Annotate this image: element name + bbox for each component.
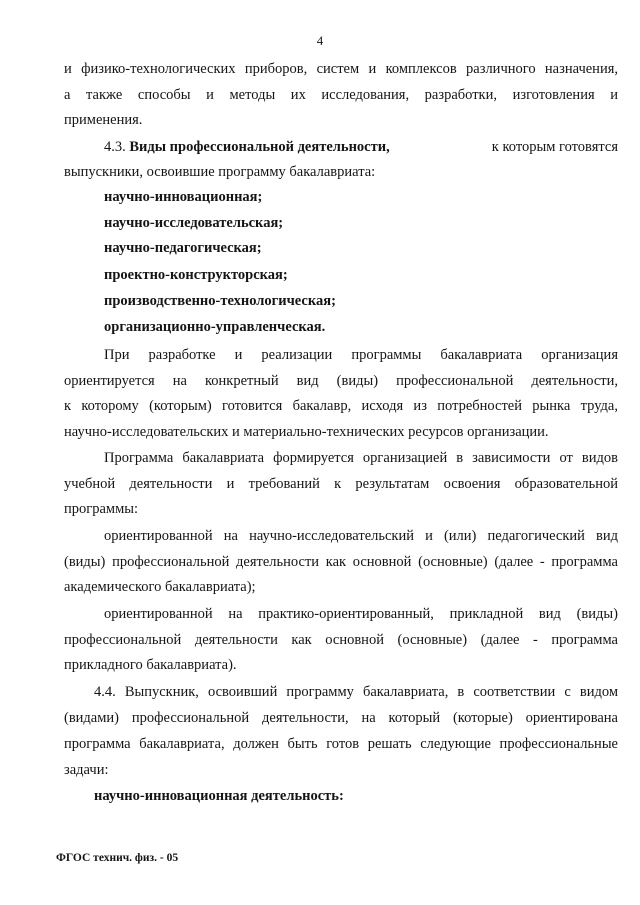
activity-list-item: производственно-технологическая; — [104, 293, 336, 309]
section-4-3-heading-line — [104, 138, 618, 156]
text-line: а также способы и методы их исследования, разработки, изготовления и — [64, 87, 618, 103]
activity-list-item: научно-исследовательская; — [104, 215, 284, 231]
text-line: и физико-технологических приборов, систем и комплексов различного назначения, — [64, 61, 618, 77]
text-line: программы: — [64, 501, 139, 517]
text-line: ориентируется на конкретный вид (виды) профессиональной деятельности, — [64, 373, 618, 389]
text-line: применения. — [64, 112, 143, 128]
activity-list-item: научно-инновационная; — [104, 189, 263, 205]
text-line: академического бакалавриата); — [64, 579, 256, 595]
text-line: (видами) профессиональной деятельности, на который (которые) ориентирована — [64, 710, 618, 726]
subsection-heading: научно-инновационная деятельность: — [94, 788, 344, 804]
text-line: выпускники, освоившие программу бакалавриата: — [64, 164, 376, 180]
page-number: 4 — [316, 33, 324, 48]
section-number: 4.3. Виды профессиональной деятельности, — [104, 139, 390, 155]
text-line: научно-исследовательских и материально-технических ресурсов организации. — [64, 424, 549, 440]
text-line: При разработке и реализации программы бакалавриата организация — [104, 347, 618, 363]
text-line: учебной деятельности и требований к результатам освоения образовательной — [64, 476, 618, 492]
text-line: профессиональной деятельности как основной (основные) (далее - программа — [64, 632, 618, 648]
text-line: программа бакалавриата, должен быть готов решать следующие профессиональные — [64, 736, 618, 752]
document-footer: ФГОС технич. физ. - 05 — [56, 852, 179, 864]
text-line: 4.4. Выпускник, освоивший программу бакалавриата, в соответствии с видом — [94, 684, 618, 700]
activity-list-item: проектно-конструкторская; — [104, 267, 288, 283]
text-line: прикладного бакалавриата). — [64, 657, 237, 673]
text-line: (виды) профессиональной деятельности как основной (основные) (далее - программа — [64, 554, 618, 570]
section-bold-title: Виды профессиональной деятельности, — [129, 139, 390, 155]
text-line: к которому (которым) готовится бакалавр, исходя из потребностей рынка труда, — [64, 398, 618, 414]
text-line: ориентированной на практико-ориентированный, прикладной вид (виды) — [104, 606, 618, 622]
text-line: задачи: — [64, 762, 109, 778]
activity-list-item: научно-педагогическая; — [104, 240, 262, 256]
text-line: ориентированной на научно-исследовательский и (или) педагогический вид — [104, 528, 618, 544]
section-heading-rest: к которым готовятся — [491, 139, 618, 155]
activity-list-item: организационно-управленческая. — [104, 319, 326, 335]
text-line: Программа бакалавриата формируется организацией в зависимости от видов — [104, 450, 618, 466]
